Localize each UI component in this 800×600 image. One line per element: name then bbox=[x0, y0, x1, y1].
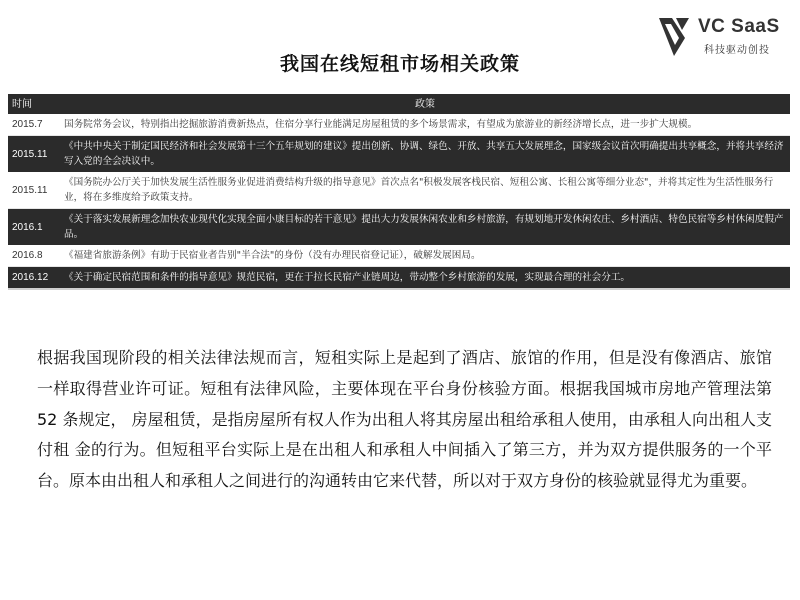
row-policy: 《国务院办公厅关于加快发展生活性服务业促进消费结构升级的指导意见》首次点名"积极发展客栈民宿、短租公寓、长租公寓等细分业态"，并将其定性为生活性服务行业，将在多维度给予政策支持。 bbox=[60, 172, 790, 209]
row-time: 2015.11 bbox=[8, 172, 60, 209]
row-policy: 《关于落实发展新理念加快农业现代化实现全面小康目标的若干意见》提出大力发展休闲农业和乡村旅游，有规划地开发休闲农庄、乡村酒店、特色民宿等乡村休闲度假产品。 bbox=[60, 209, 790, 246]
row-policy: 《中共中央关于制定国民经济和社会发展第十三个五年规划的建议》提出创新、协调、绿色、开放、共享五大发展理念，国家级会议首次明确提出共享概念，并将共享经济写入党的全会决议中。 bbox=[60, 136, 790, 173]
logo-tagline: 科技驱动创投 bbox=[704, 45, 770, 56]
row-policy: 《福建省旅游条例》有助于民宿业者告别"半合法"的身份（没有办理民宿登记证），破解发展困局。 bbox=[60, 245, 790, 267]
page-title: 我国在线短租市场相关政策 bbox=[279, 53, 520, 75]
row-policy: 国务院常务会议，特别指出挖掘旅游消费新热点，住宿分享行业能满足房屋租赁的多个场景需求，有望成为旅游业的新经济增长点，进一步扩大规模。 bbox=[60, 114, 790, 136]
row-policy: 《关于确定民宿范围和条件的指导意见》规范民宿，更在于拉长民宿产业链周边，带动整个乡村旅游的发展，实现最合理的社会分工。 bbox=[60, 267, 790, 290]
table-row bbox=[8, 136, 790, 173]
row-time: 2016.1 bbox=[8, 209, 60, 246]
table-row bbox=[8, 267, 790, 290]
logo-name: VC SaaS bbox=[698, 16, 780, 37]
table-row bbox=[8, 114, 790, 136]
row-time: 2015.11 bbox=[8, 136, 60, 173]
header-policy: 政策 bbox=[60, 94, 790, 114]
table-header-row bbox=[8, 94, 790, 114]
table-row bbox=[8, 245, 790, 267]
table-row bbox=[8, 172, 790, 209]
body-paragraph: 根据我国现阶段的相关法律法规而言，短租实际上是起到了酒店、旅馆的作用，但是没有像酒店、旅馆一样取得营业许可证。短租有法律风险，主要体现在平台身份核验方面。根据我国城市房地产管理法第 52 条规定， 房屋租赁，是指房屋所有权人作为出租人将其房屋出租给承租人使用，由承租人向出租人支付租 金的行为。但短租平台实际上是在出租人和承租人中间插入了第三方，并为双方提供服务的一个平台。原本由出租人和承租人之间进行的沟通转由它来代替，所以对于双方身份的核验就显得尤为重要。 bbox=[37, 348, 772, 491]
table-row bbox=[8, 209, 790, 246]
row-time: 2015.7 bbox=[8, 114, 60, 136]
row-time: 2016.8 bbox=[8, 245, 60, 267]
row-time: 2016.12 bbox=[8, 267, 60, 290]
policy-table bbox=[8, 94, 790, 290]
header-time: 时间 bbox=[8, 94, 60, 114]
